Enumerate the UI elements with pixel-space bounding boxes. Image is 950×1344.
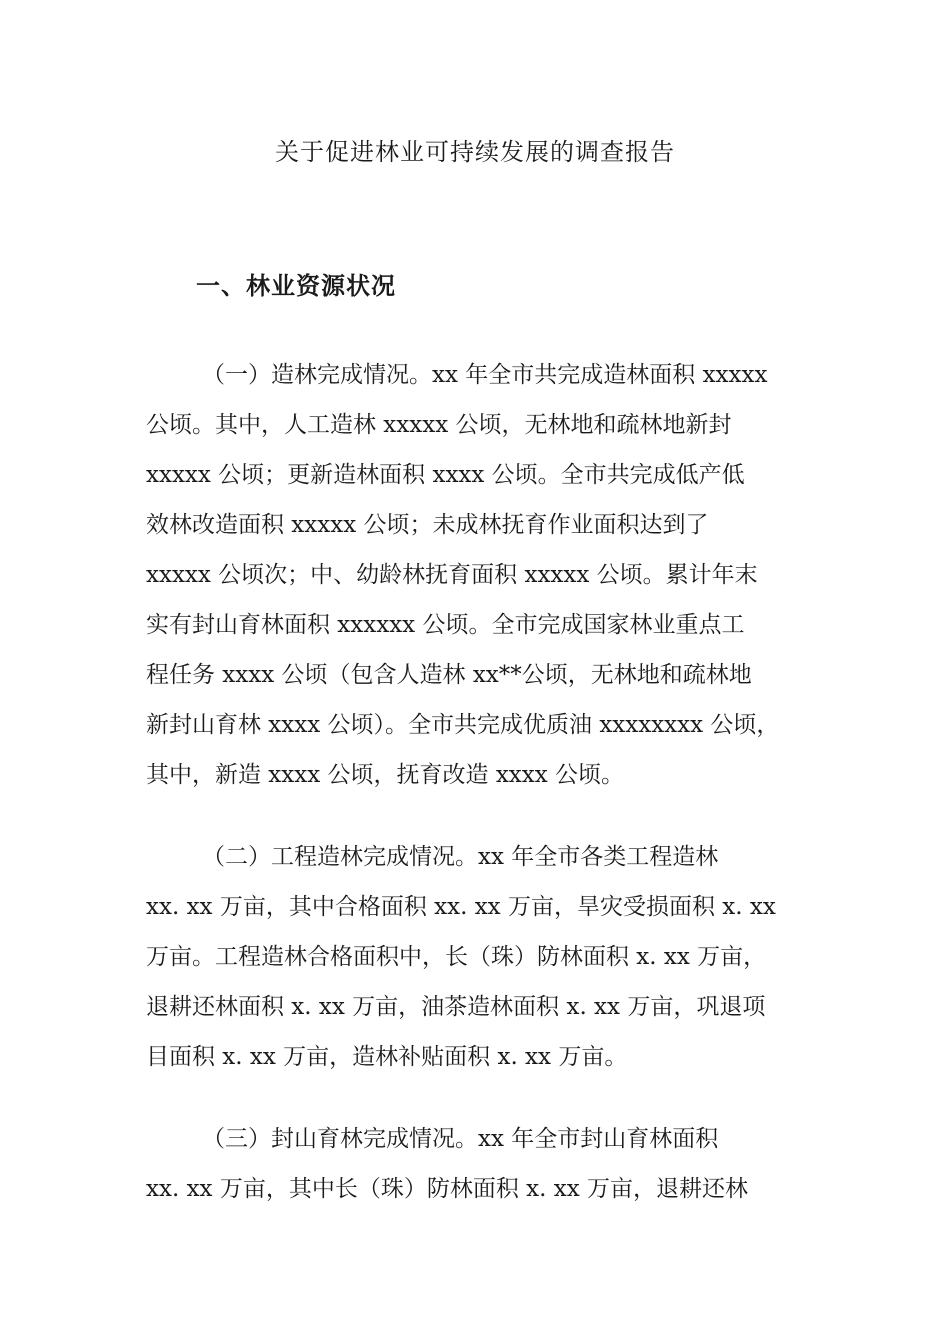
paragraph-line: xxxxx 公顷次；中、幼龄林抚育面积 xxxxx 公顷。累计年末	[146, 562, 758, 588]
section-heading: 一、林业资源状况	[196, 271, 396, 300]
paragraph-line: （三）封山育林完成情况。xx 年全市封山育林面积	[202, 1126, 719, 1152]
paragraph-afforestation	[146, 350, 826, 800]
paragraph-line: xxxxx 公顷；更新造林面积 xxxx 公顷。全市共完成低产低	[146, 462, 745, 488]
paragraph-engineering-afforestation	[146, 832, 826, 1082]
paragraph-line: 效林改造面积 xxxxx 公顷；未成林抚育作业面积达到了	[146, 512, 709, 538]
paragraph-line: （一）造林完成情况。xx 年全市共完成造林面积 xxxxx	[202, 362, 768, 388]
paragraph-mountain-closure	[146, 1114, 826, 1214]
paragraph-line: 实有封山育林面积 xxxxxx 公顷。全市完成国家林业重点工	[146, 612, 745, 638]
document-title: 关于促进林业可持续发展的调查报告	[275, 138, 675, 166]
paragraph-line: xx. xx 万亩，其中长（珠）防林面积 x. xx 万亩，退耕还林	[146, 1176, 748, 1202]
paragraph-line: xx. xx 万亩，其中合格面积 xx. xx 万亩，旱灾受损面积 x. xx	[146, 894, 776, 920]
paragraph-line: 新封山育林 xxxx 公顷）。全市共完成优质油 xxxxxxxx 公顷，	[146, 712, 780, 738]
paragraph-line: 其中，新造 xxxx 公顷，抚育改造 xxxx 公顷。	[146, 762, 625, 788]
paragraph-line: 程任务 xxxx 公顷（包含人造林 xx**公顷，无林地和疏林地	[146, 662, 752, 688]
paragraph-line: 万亩。工程造林合格面积中，长（珠）防林面积 x. xx 万亩，	[146, 944, 767, 970]
paragraph-line: （二）工程造林完成情况。xx 年全市各类工程造林	[202, 844, 719, 870]
paragraph-line: 目面积 x. xx 万亩，造林补贴面积 x. xx 万亩。	[146, 1044, 628, 1070]
paragraph-line: 公顷。其中，人工造林 xxxxx 公顷，无林地和疏林地新封	[146, 412, 732, 438]
paragraph-line: 退耕还林面积 x. xx 万亩，油茶造林面积 x. xx 万亩，巩退项	[146, 994, 766, 1020]
